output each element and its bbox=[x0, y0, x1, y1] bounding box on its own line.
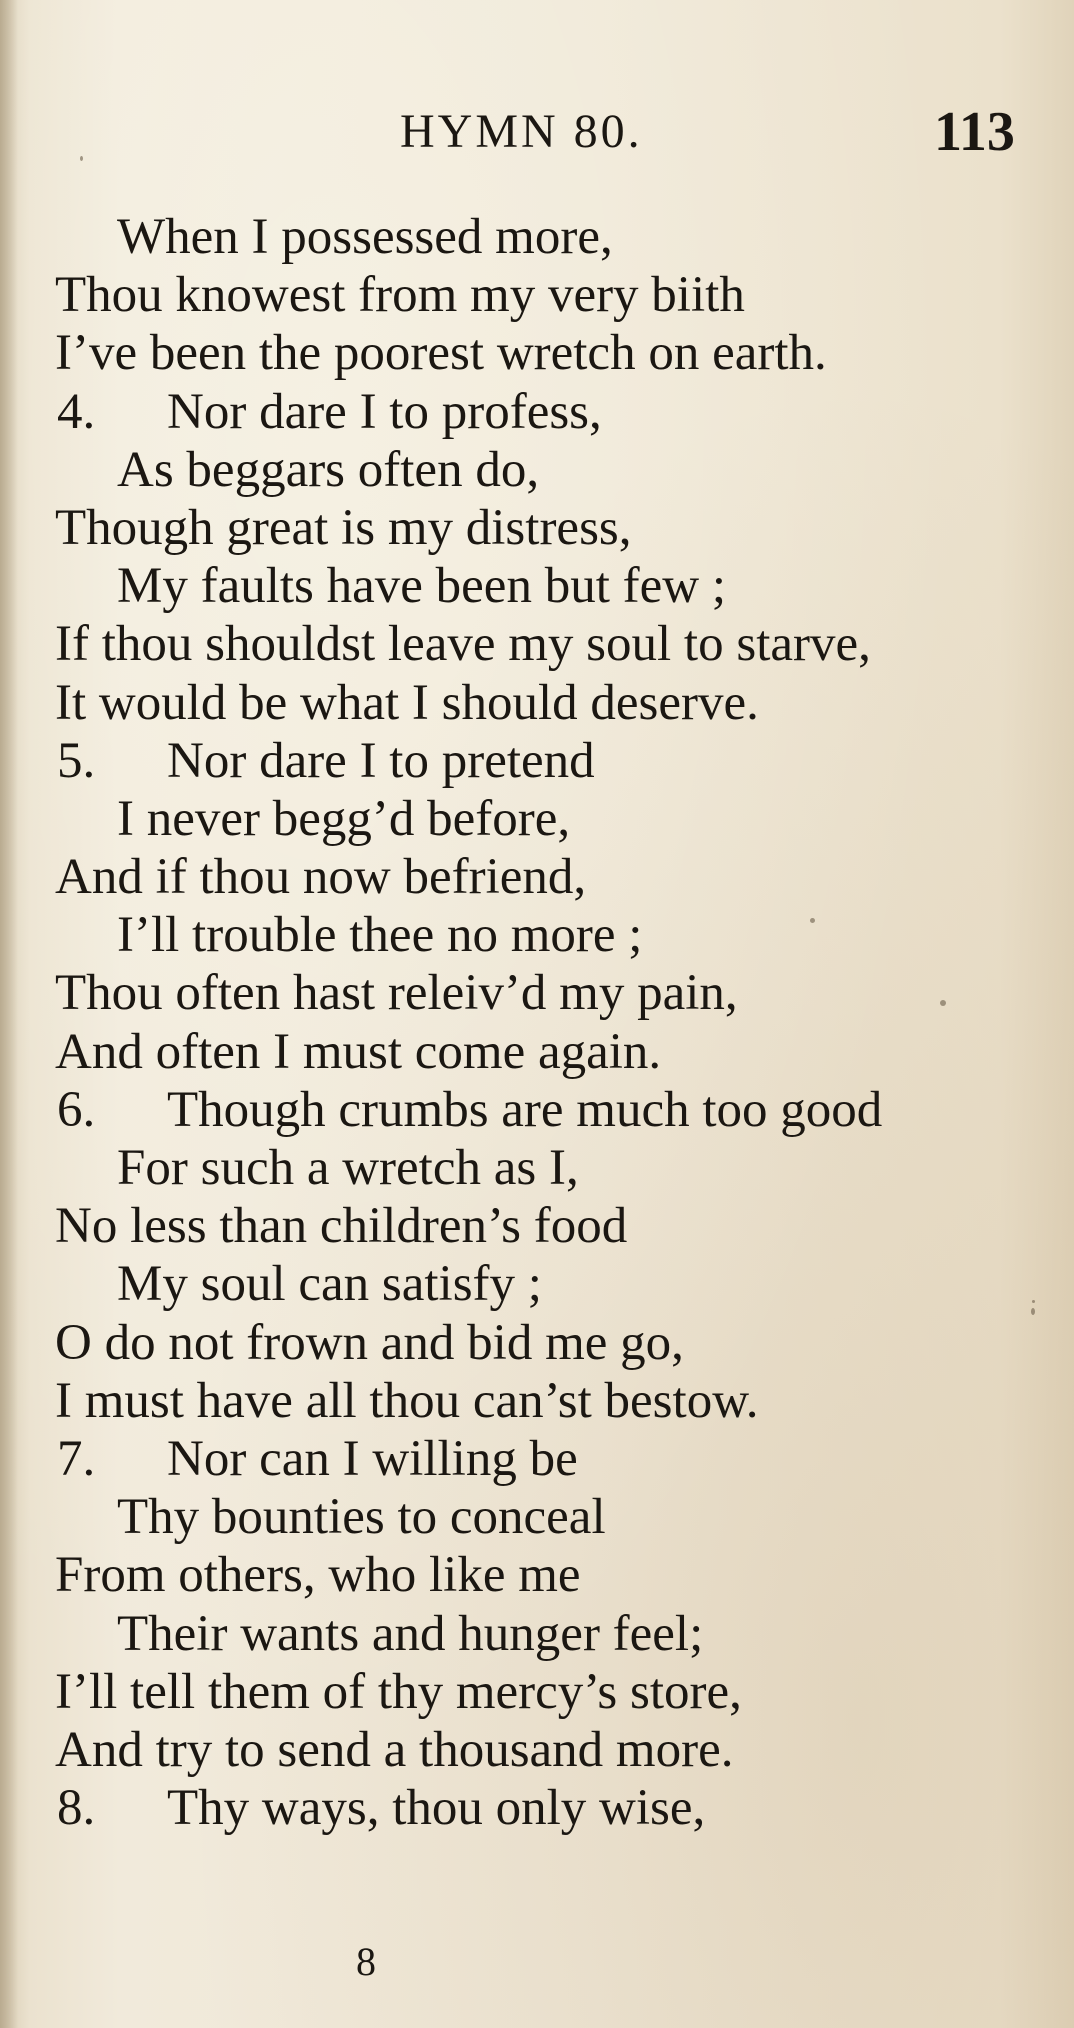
hymn-line bbox=[0, 1721, 1074, 1779]
hymn-line-text: I’ve been the poorest wretch on earth. bbox=[55, 325, 827, 382]
hymn-line-text: Thy bounties to conceal bbox=[117, 1489, 606, 1546]
hymn-line-text: From others, who like me bbox=[55, 1547, 581, 1604]
hymn-line-text: My soul can satisfy ; bbox=[117, 1256, 542, 1313]
hymn-line bbox=[0, 906, 1074, 964]
hymn-line bbox=[0, 848, 1074, 906]
paper-speck bbox=[1031, 1308, 1035, 1315]
hymn-line bbox=[0, 1139, 1074, 1197]
hymn-line-text: My faults have been but few ; bbox=[117, 558, 726, 615]
hymn-line bbox=[0, 441, 1074, 499]
verse-number: 7. bbox=[57, 1430, 96, 1487]
paper-speck bbox=[810, 918, 815, 923]
hymn-line bbox=[0, 208, 1074, 266]
hymn-line-text: And try to send a thousand more. bbox=[55, 1721, 734, 1778]
page-header bbox=[0, 96, 1074, 168]
paper-speck bbox=[940, 1000, 946, 1006]
hymn-line bbox=[0, 1081, 1074, 1139]
hymn-line bbox=[0, 266, 1074, 324]
hymn-line-text: Thou knowest from my very biith bbox=[55, 267, 745, 324]
hymn-line-text: And often I must come again. bbox=[55, 1023, 662, 1080]
hymn-line bbox=[0, 1197, 1074, 1255]
hymn-line bbox=[0, 1023, 1074, 1081]
hymn-line bbox=[0, 732, 1074, 790]
hymn-line bbox=[0, 1779, 1074, 1837]
hymn-line-text: Nor dare I to pretend bbox=[167, 732, 595, 789]
hymn-line-text: Thou often hast releiv’d my pain, bbox=[55, 965, 738, 1022]
hymn-line-text: Though great is my distress, bbox=[55, 499, 632, 556]
verse-number: 5. bbox=[57, 732, 96, 789]
hymn-line bbox=[0, 1546, 1074, 1604]
paper-speck bbox=[80, 156, 83, 161]
hymn-text bbox=[0, 208, 1074, 1837]
hymn-line-text: And if thou now befriend, bbox=[55, 849, 587, 906]
hymn-line bbox=[0, 499, 1074, 557]
hymn-line bbox=[0, 790, 1074, 848]
hymn-line bbox=[0, 1430, 1074, 1488]
verse-number: 6. bbox=[57, 1081, 96, 1138]
paper-speck bbox=[1032, 1300, 1035, 1303]
hymn-line bbox=[0, 1605, 1074, 1663]
hymn-line-text: Their wants and hunger feel; bbox=[117, 1605, 704, 1662]
hymn-line bbox=[0, 383, 1074, 441]
hymn-line-text: I’ll tell them of thy mercy’s store, bbox=[55, 1663, 742, 1720]
hymn-line bbox=[0, 557, 1074, 615]
verse-number: 8. bbox=[57, 1780, 96, 1837]
hymn-line-text: I must have all thou can’st bestow. bbox=[55, 1372, 759, 1429]
hymn-line-text: Nor dare I to profess, bbox=[167, 383, 602, 440]
hymn-line bbox=[0, 1255, 1074, 1313]
hymn-line bbox=[0, 1314, 1074, 1372]
page-number: 113 bbox=[934, 101, 1015, 163]
hymn-line-text: Thy ways, thou only wise, bbox=[167, 1780, 706, 1837]
hymn-line bbox=[0, 615, 1074, 673]
hymn-line-text: I never begg’d before, bbox=[117, 790, 571, 847]
hymn-line-text: If thou shouldst leave my soul to starve, bbox=[55, 616, 871, 673]
hymn-line bbox=[0, 674, 1074, 732]
hymn-line bbox=[0, 1663, 1074, 1721]
hymn-line-text: When I possessed more, bbox=[117, 209, 613, 265]
hymn-line-text: As beggars often do, bbox=[117, 441, 540, 498]
hymn-line-text: Nor can I willing be bbox=[167, 1430, 578, 1487]
hymn-line-text: Though crumbs are much too good bbox=[167, 1081, 883, 1138]
hymn-line bbox=[0, 324, 1074, 382]
hymn-line-text: I’ll trouble thee no more ; bbox=[117, 907, 643, 964]
hymn-line-text: No less than children’s food bbox=[55, 1198, 628, 1255]
hymn-line-text: For such a wretch as I, bbox=[117, 1140, 579, 1196]
hymn-line bbox=[0, 1488, 1074, 1546]
signature-mark: 8 bbox=[356, 1939, 376, 1984]
hymn-line bbox=[0, 964, 1074, 1022]
hymn-line-text: O do not frown and bid me go, bbox=[55, 1314, 684, 1371]
verse-number: 4. bbox=[57, 383, 96, 440]
hymn-line-text: It would be what I should deserve. bbox=[55, 674, 759, 731]
running-head: HYMN 80. bbox=[400, 105, 643, 158]
hymn-line bbox=[0, 1372, 1074, 1430]
